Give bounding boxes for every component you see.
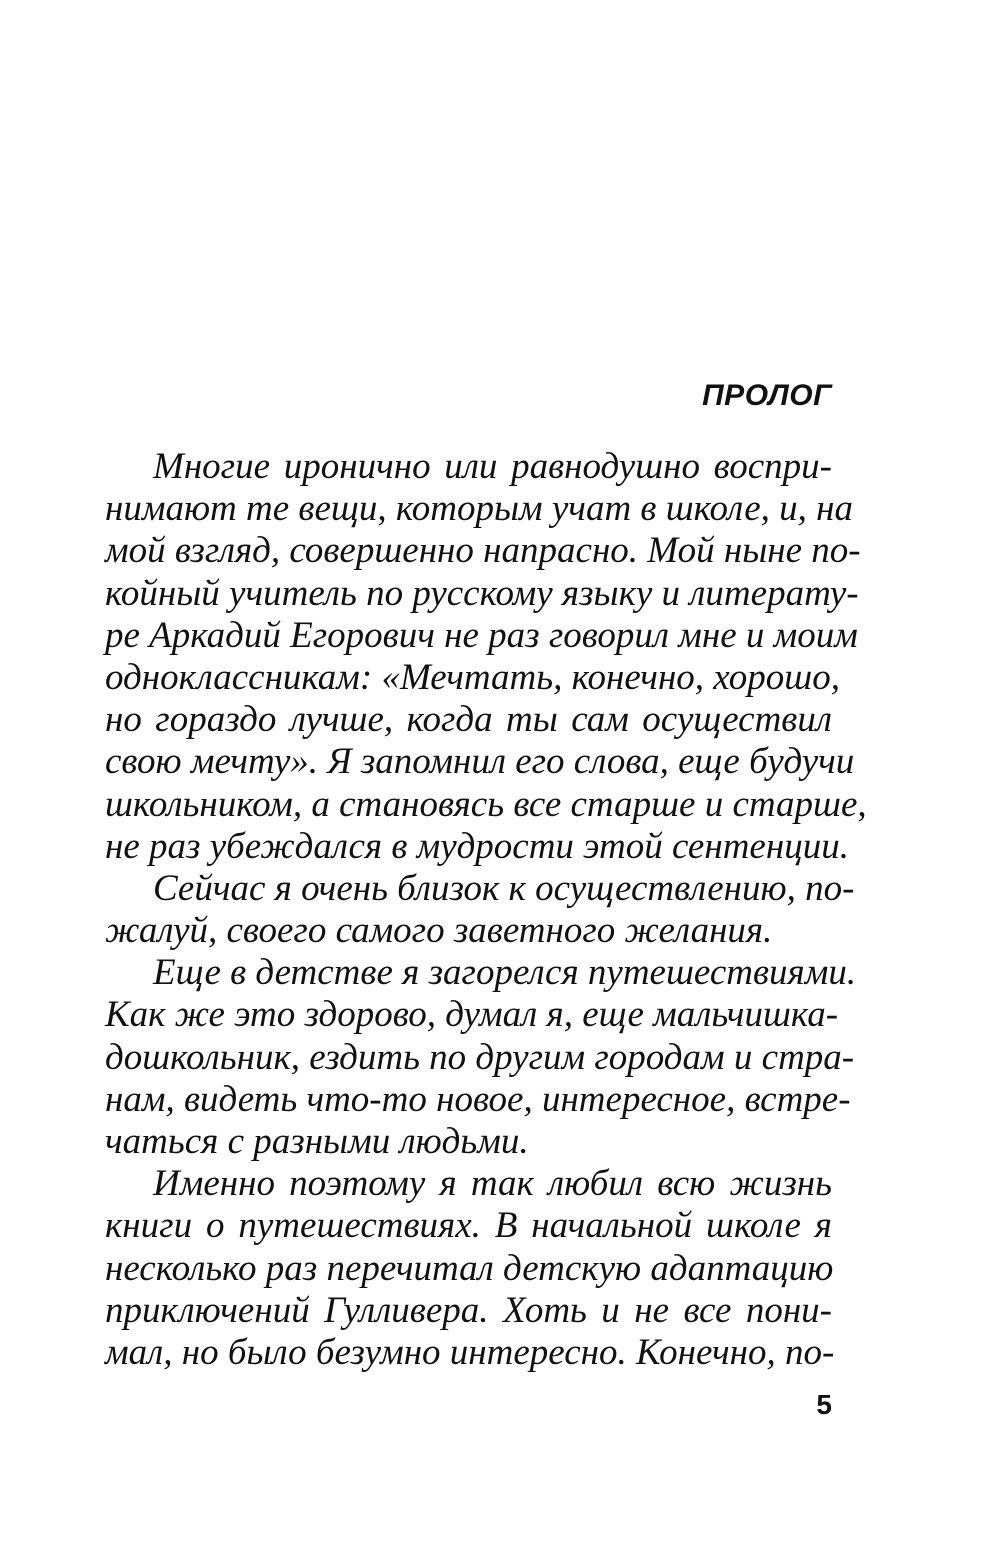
text-line: ре Аркадий Егорович не раз говорил мне и моим <box>105 614 858 656</box>
text-line: дошкольник, ездить по другим городам и стра- <box>105 1036 855 1078</box>
text-line: школьником, а становясь все старше и старше, <box>105 783 867 825</box>
text-line: не раз убеждался в мудрости этой сентенции. <box>105 825 849 867</box>
text-line: чаться с разными людьми. <box>105 1121 529 1162</box>
page-number: 5 <box>816 1389 832 1420</box>
text-line: Еще в детстве я загорелся путешествиями. <box>153 952 857 994</box>
text-line: койный учитель по русскому языку и литерату- <box>105 572 859 614</box>
text-line: книги о путешествиях. В начальной школе я <box>105 1205 832 1247</box>
text-line: нам, видеть что-то новое, интересное, встре- <box>105 1078 851 1120</box>
text-line: мой взгляд, совершенно напрасно. Мой ныне по- <box>105 530 861 572</box>
chapter-title: ПРОЛОГ <box>702 379 832 412</box>
text-line: Сейчас я очень близок к осуществлению, по- <box>153 867 855 909</box>
text-line: Как же это здорово, думал я, еще мальчишка- <box>105 994 839 1036</box>
text-line: одноклассникам: «Мечтать, конечно, хорошо, <box>105 656 840 698</box>
text-line: но гораздо лучше, когда ты сам осуществил <box>105 699 832 741</box>
text-line: свою мечту». Я запомнил его слова, еще будучи <box>105 741 855 783</box>
text-line: Многие иронично или равнодушно воспри- <box>153 446 832 487</box>
text-line: нимают те вещи, которым учат в школе, и, на <box>105 488 853 530</box>
text-line: приключений Гулливера. Хоть и не все пони- <box>105 1289 832 1331</box>
text-line: мал, но было безумно интересно. Конечно, по- <box>105 1331 835 1373</box>
text-line: Именно поэтому я так любил всю жизнь <box>153 1163 832 1205</box>
text-line: несколько раз перечитал детскую адаптацию <box>105 1247 834 1289</box>
prologue-text <box>105 446 867 1374</box>
text-line: жалуй, своего самого заветного желания. <box>105 910 773 952</box>
